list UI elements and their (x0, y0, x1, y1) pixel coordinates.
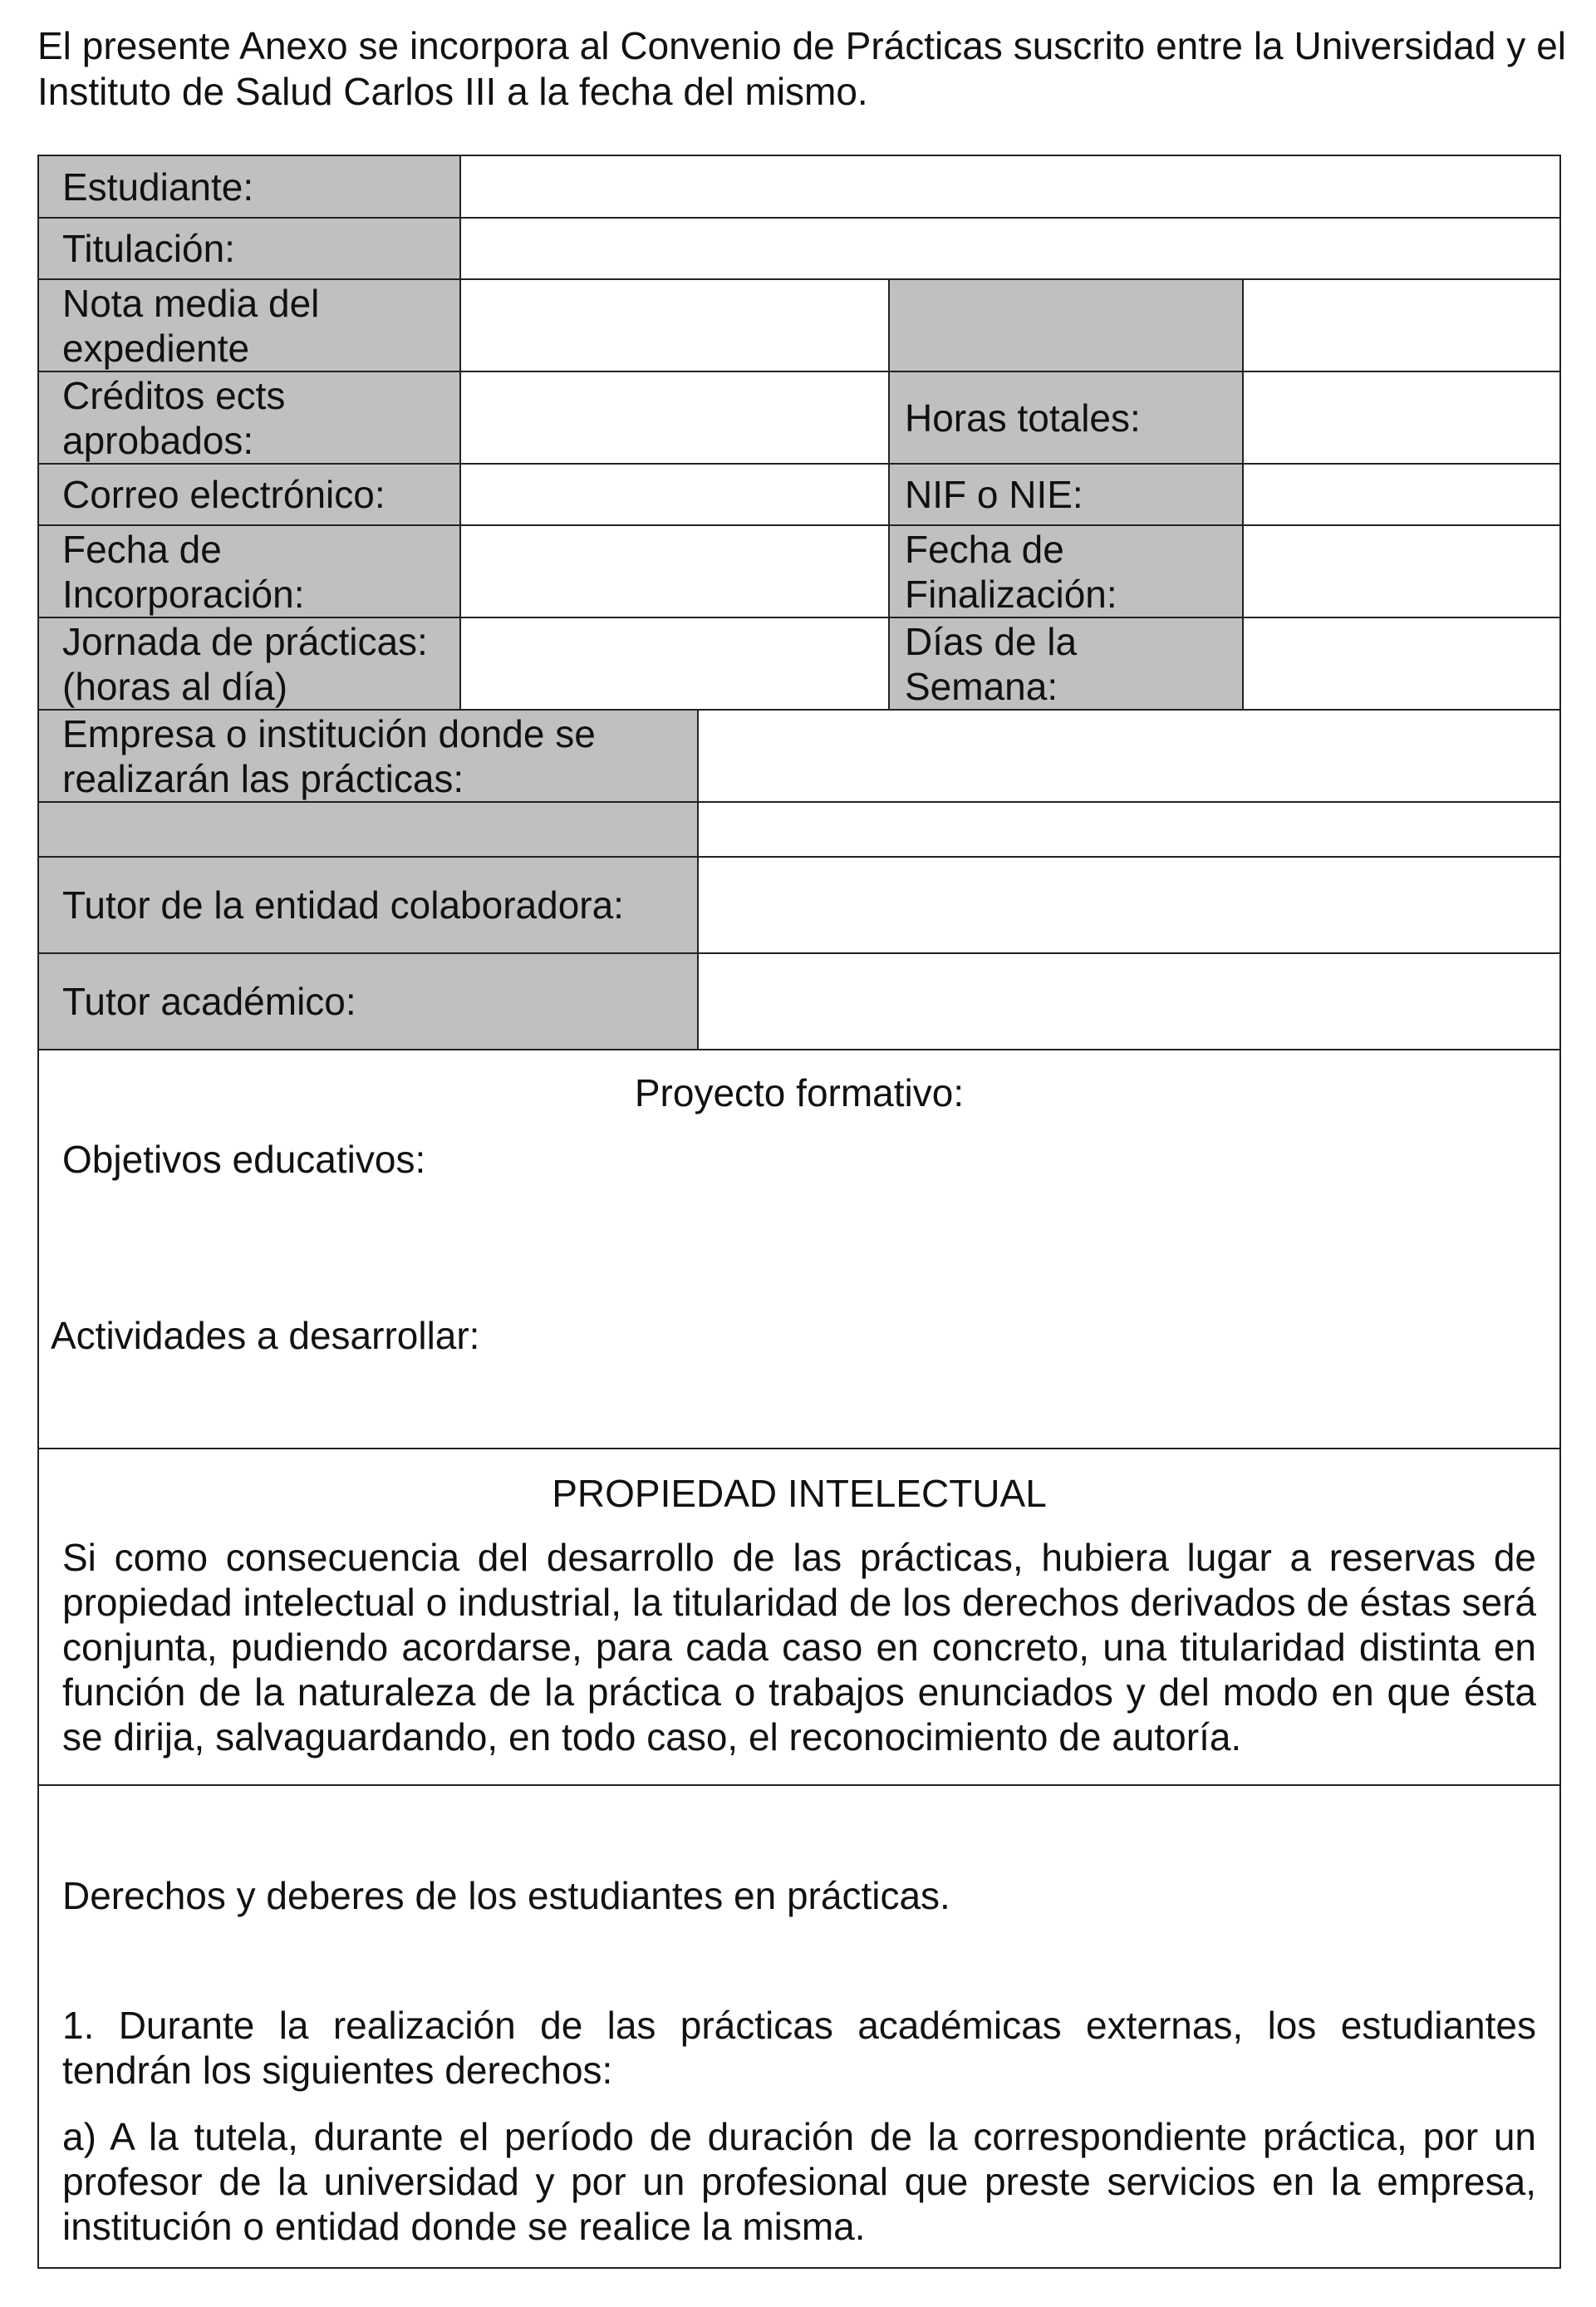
grid-line (459, 156, 461, 710)
label-horas-totales: Horas totales: (890, 371, 1242, 464)
proyecto-title: Proyecto formativo: (634, 1071, 965, 1114)
jornada-input[interactable] (461, 617, 890, 710)
label-tutor-entidad: Tutor de la entidad colaboradora: (39, 857, 697, 953)
creditos-input[interactable] (461, 371, 890, 464)
estudiante-input[interactable] (461, 156, 1559, 218)
grid-line (39, 463, 1559, 465)
objetivos-label: Objetivos educativos: (62, 1138, 426, 1181)
label-correo: Correo electrónico: (39, 464, 459, 525)
grid-line (39, 617, 1559, 618)
grid-line (39, 1784, 1559, 1786)
grid-line (39, 278, 1559, 280)
derechos-title: Derechos y deberes de los estudiantes en prácticas. (62, 1874, 950, 1917)
label-creditos: Créditos ects aprobados: (39, 371, 459, 464)
label-nif: NIF o NIE: (890, 464, 1242, 525)
grid-line (39, 709, 1559, 711)
derechos-p2: a) A la tutela, durante el período de duración de la correspondiente práctica, por un profesor de la universidad y por un profesional que preste servicios en la empresa, institución o entidad donde se realice la misma. (62, 2115, 1536, 2248)
label-titulacion: Titulación: (39, 218, 459, 279)
empresa-input[interactable] (699, 710, 1559, 802)
propiedad-text: Si como consecuencia del desarrollo de las prácticas, hubiera lugar a reservas de propiedad intelectual o industrial, la titularidad de los derechos derivados de éstas será conjunta, pudiendo acordarse, para cada caso en concreto, una titularidad distinta en función de la naturaleza de la práctica o trabajos enunciados y del modo en que ésta se dirija, salvaguardando, en todo caso, el reconocimiento de autoría. (62, 1536, 1536, 1759)
nif-input[interactable] (1244, 464, 1559, 525)
fecha-finalizacion-input[interactable] (1244, 525, 1559, 617)
tutor-academico-input[interactable] (699, 953, 1559, 1050)
propiedad-title: PROPIEDAD INTELECTUAL (552, 1472, 1047, 1515)
grid-line (39, 952, 1559, 954)
fecha-incorporacion-input[interactable] (461, 525, 890, 617)
derechos-p1: 1. Durante la realización de las prácticas académicas externas, los estudiantes tendrán los siguientes derechos: (62, 2004, 1536, 2092)
label-dias-semana: Días de la Semana: (890, 617, 1242, 710)
grid-line (39, 524, 1559, 526)
nota-extra-input[interactable] (1244, 279, 1559, 371)
grid-line (39, 217, 1559, 219)
label-empresa: Empresa o institución donde se realizarán las prácticas: (39, 710, 697, 802)
grid-line (39, 1049, 1559, 1050)
tutor-entidad-input[interactable] (699, 857, 1559, 953)
horas-totales-input[interactable] (1244, 371, 1559, 464)
grid-line (39, 1448, 1559, 1449)
label-estudiante: Estudiante: (39, 156, 459, 218)
label-fecha-finalizacion: Fecha de Finalización: (890, 525, 1242, 617)
empresa-extra-input[interactable] (699, 802, 1559, 857)
titulacion-input[interactable] (461, 218, 1559, 279)
correo-input[interactable] (461, 464, 890, 525)
grid-line (1242, 279, 1244, 710)
grid-line (39, 371, 1559, 372)
annex-form (37, 155, 1561, 2269)
grid-line (888, 279, 890, 710)
label-jornada: Jornada de prácticas: (horas al día) (39, 617, 459, 710)
actividades-label: Actividades a desarrollar: (51, 1314, 480, 1357)
nota-media-input[interactable] (461, 279, 890, 371)
dias-semana-input[interactable] (1244, 617, 1559, 710)
label-fecha-incorporacion: Fecha de Incorporación: (39, 525, 459, 617)
label-blank-row (39, 802, 697, 857)
grid-line (697, 710, 699, 1050)
intro-paragraph: El presente Anexo se incorpora al Convenio de Prácticas suscrito entre la Universidad y el Instituto de Salud Carlos III a la fecha del mismo. (37, 24, 1566, 113)
label-nota-media: Nota media del expediente (39, 279, 459, 371)
grid-line (39, 801, 1559, 803)
grid-line (39, 856, 1559, 858)
label-tutor-academico: Tutor académico: (39, 953, 697, 1050)
label-blank-grey (890, 279, 1242, 371)
